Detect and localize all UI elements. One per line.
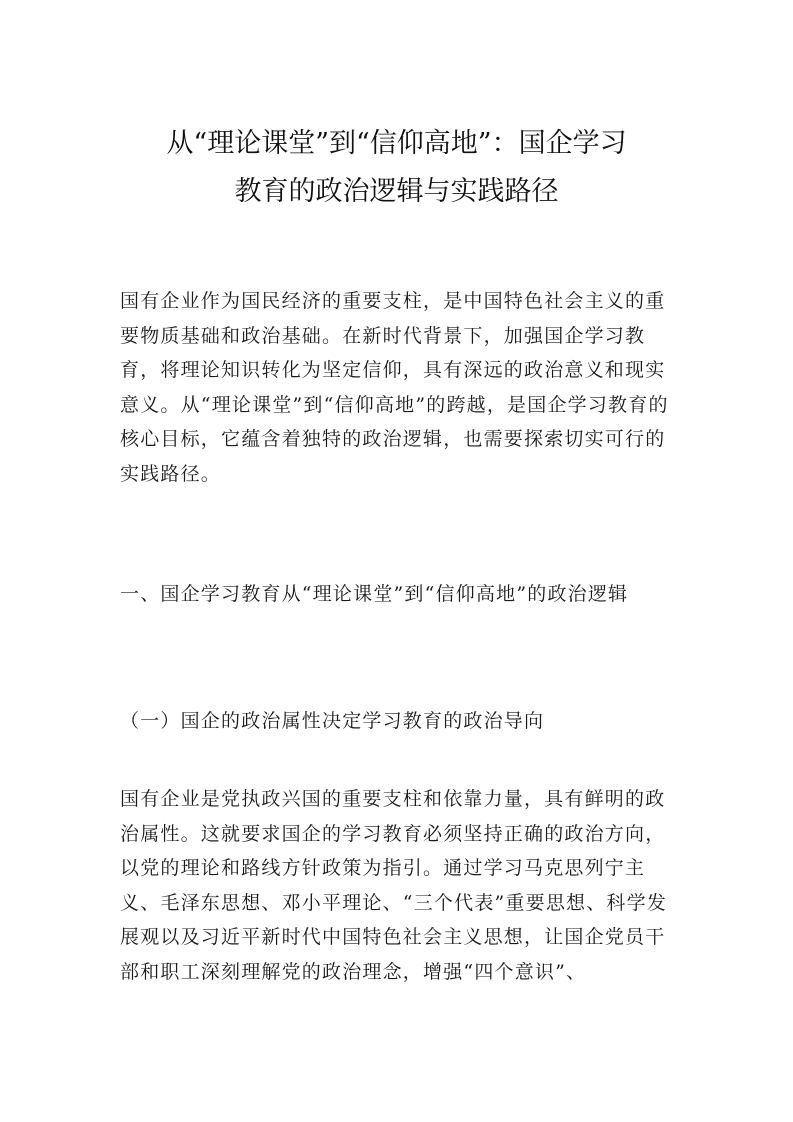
document-title-line-2: 教育的政治逻辑与实践路径 [234,176,559,207]
body-paragraph-1: 国有企业是党执政兴国的重要支柱和依靠力量，具有鲜明的政治属性。这就要求国企的学习教育必须坚持正确的政治方向，以党的理论和路线方针政策为指引。通过学习马克思列宁主义、毛泽东思想、邓小平理论、“三个代表”重要思想、科学发展观以及习近平新时代中国特色社会主义思想，让国企党员干部和职工深刻理解党的政治理念，增强“四个意识”、 [120,788,668,983]
subsection-heading-1: （一）国企的政治属性决定学习教育的政治导向 [120,710,545,732]
section-heading-1: 一、国企学习教育从“理论课堂”到“信仰高地”的政治逻辑 [120,583,629,605]
document-title-line-1: 从“理论课堂”到“信仰高地”：国企学习 [166,128,627,159]
intro-paragraph: 国有企业作为国民经济的重要支柱，是中国特色社会主义的重要物质基础和政治基础。在新时代背景下，加强国企学习教育，将理论知识转化为坚定信仰，具有深远的政治意义和现实意义。从“理论课堂”到“信仰高地”的跨越，是国企学习教育的核心目标，它蕴含着独特的政治逻辑，也需要探索切实可行的实践路径。 [120,290,669,485]
